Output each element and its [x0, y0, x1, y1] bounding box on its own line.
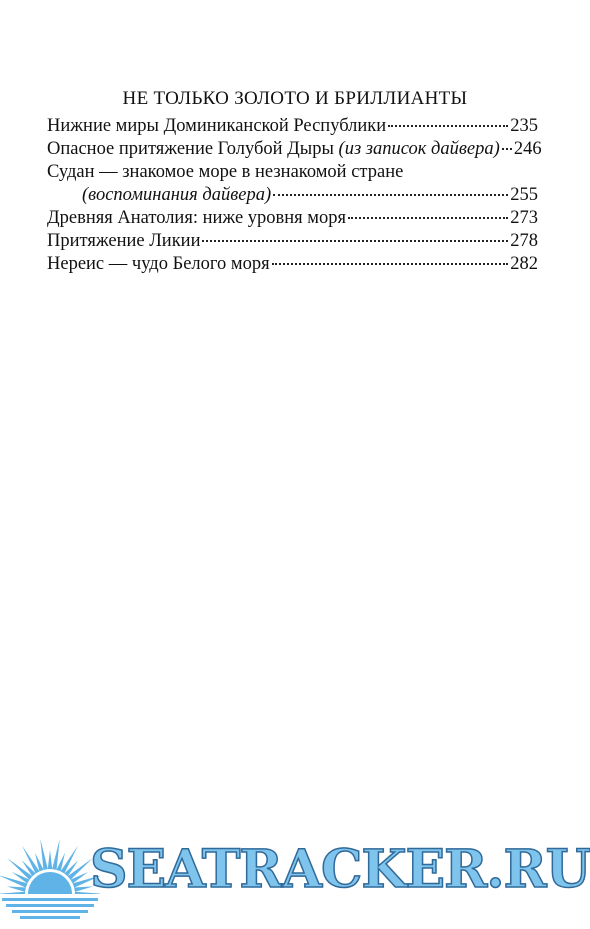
toc-entry[interactable]: [47, 161, 538, 207]
sun-ray: [48, 850, 52, 869]
watermark: [0, 818, 590, 928]
sun-ray: [40, 839, 48, 870]
watermark-text: SEATRACKER.RU: [90, 839, 590, 900]
dot-leader: [502, 148, 512, 150]
toc-entry-page: 278: [510, 231, 538, 251]
sun-ray: [0, 892, 25, 896]
toc-entry-page: 255: [510, 185, 538, 205]
toc-entry-title: Судан — знакомое море в незнакомой стране: [47, 162, 404, 182]
toc-entry-title: Притяжение Ликии: [47, 231, 201, 251]
dot-leader: [348, 217, 508, 219]
dot-leader: [388, 125, 508, 127]
section-title: НЕ ТОЛЬКО ЗОЛОТО И БРИЛЛИАНТЫ: [122, 88, 468, 109]
toc-entry-title: Нереис — чудо Белого моря: [47, 254, 270, 274]
sun-ray: [7, 886, 26, 892]
toc-entry-page: 246: [513, 139, 542, 159]
toc-entry-title: Нижние миры Доминиканской Республики: [47, 116, 387, 136]
toc-entry-subtitle: (воспоминания дайвера): [82, 185, 272, 205]
toc-entry[interactable]: [47, 230, 538, 253]
toc-entry-page: 273: [510, 208, 538, 228]
toc-entry[interactable]: [47, 115, 538, 138]
toc-entry-subtitle: (из записок дайвера): [338, 139, 500, 159]
toc-entry-page: 282: [510, 254, 538, 274]
dot-leader: [202, 240, 508, 242]
sun-ray: [0, 875, 27, 888]
toc-entry[interactable]: [47, 253, 538, 276]
toc-entry-page: 235: [510, 116, 538, 136]
table-of-contents: [47, 115, 542, 276]
toc-entry[interactable]: [47, 207, 538, 230]
sun-over-sea-icon: [0, 836, 100, 926]
sun-ray: [52, 839, 60, 870]
dot-leader: [273, 194, 508, 196]
toc-entry-title: Опасное притяжение Голубой Дыры (из записок дайвера): [47, 139, 500, 159]
dot-leader: [272, 263, 509, 265]
toc-entry[interactable]: [47, 138, 542, 161]
toc-entry-title: Древняя Анатолия: ниже уровня моря: [47, 208, 347, 228]
